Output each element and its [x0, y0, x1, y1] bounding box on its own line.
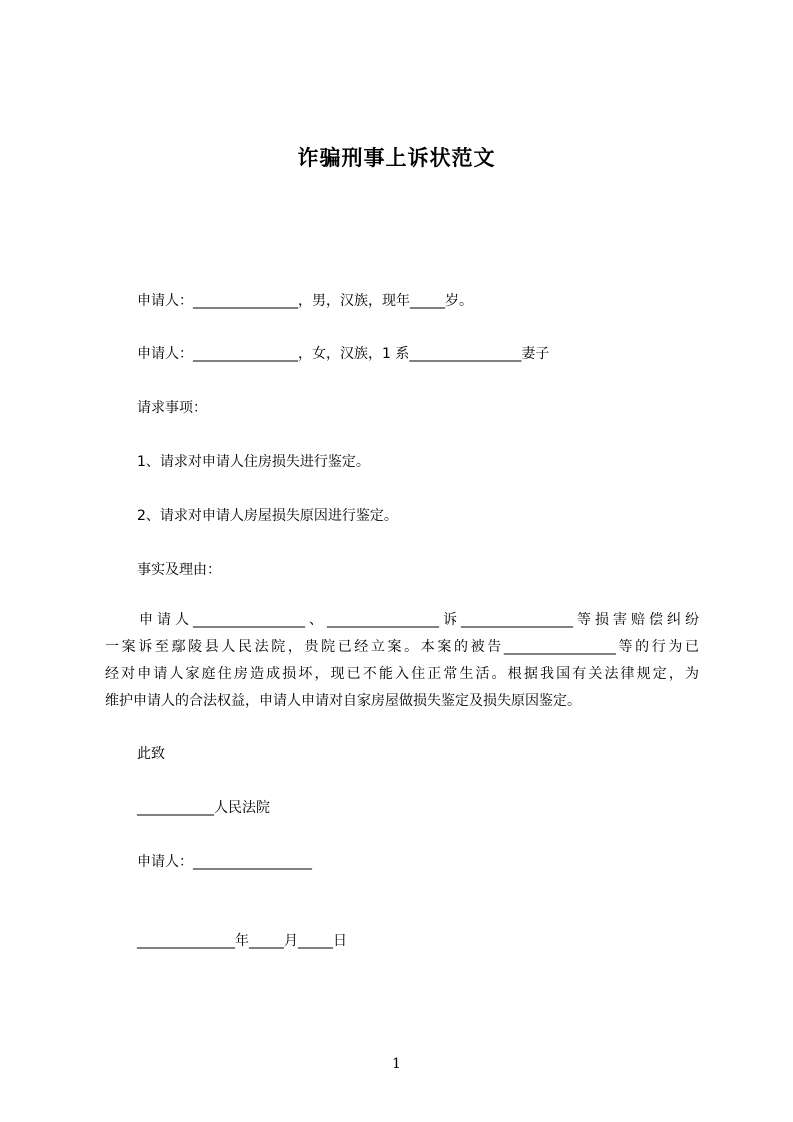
- facts-paragraph: [105, 607, 699, 715]
- applicant-1-line: 申请人：_______________，男，汉族，现年_____岁。: [137, 293, 473, 309]
- facts-line: 维护申请人的合法权益，申请人申请对自家房屋做损失鉴定及损失原因鉴定。: [105, 693, 581, 709]
- facts-line: 申请人________________、________________诉________________等损害赔偿纠纷: [139, 612, 699, 628]
- date-line: ______________年_____月_____日: [137, 933, 347, 949]
- facts-heading: 事实及理由：: [137, 562, 221, 578]
- page-number: 1: [392, 1056, 401, 1072]
- facts-line: 一案诉至鄢陵县人民法院，贵院已经立案。本案的被告________________等的行为已: [105, 639, 699, 655]
- applicant-2-line: 申请人：_______________，女，汉族，1 系________________妻子: [137, 346, 550, 362]
- request-item-2: 2、请求对申请人房屋损失原因进行鉴定。: [137, 508, 398, 524]
- request-heading: 请求事项：: [137, 400, 207, 416]
- document-title: 诈骗刑事上诉状范文: [297, 146, 496, 170]
- closing-text: 此致: [137, 746, 165, 762]
- facts-line: 经对申请人家庭住房造成损坏，现已不能入住正常生活。根据我国有关法律规定，为: [105, 666, 699, 682]
- court-line: ___________人民法院: [137, 800, 270, 816]
- signature-line: 申请人：_________________: [137, 854, 312, 870]
- request-item-1: 1、请求对申请人住房损失进行鉴定。: [137, 454, 370, 470]
